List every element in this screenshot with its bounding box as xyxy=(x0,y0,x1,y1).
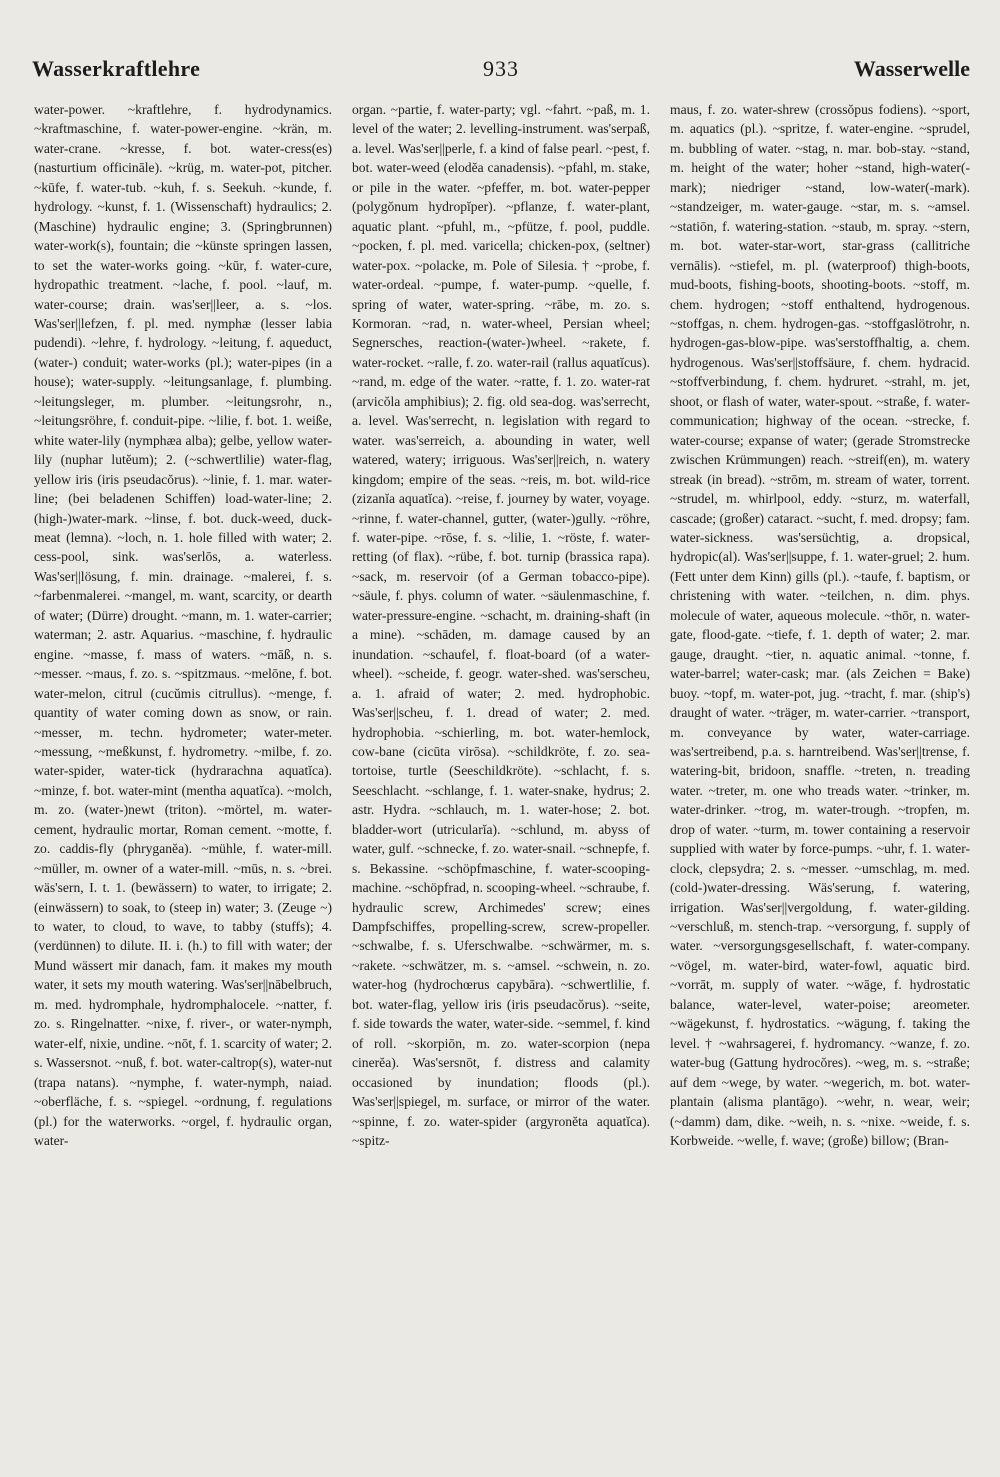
column-3 xyxy=(670,100,970,1150)
page-header xyxy=(32,56,970,92)
page-number: 933 xyxy=(483,56,519,81)
column-1 xyxy=(34,100,332,1150)
column-1-text: water-power. ~kraftlehre, f. hydrodynamics. ~kraftmaschine, f. water-power-engine. ~krän, m. water-crane. ~kresse, f. bot. water-cress(es) (nasturtium officināle). ~krüg, m. water-pot, pitcher. ~kūfe, f. water-tub. ~kuh, f. s. Seekuh. ~kunde, f. hydrology. ~kunst, f. 1. (Wissenschaft) hydraulics; 2. (Maschine) hydraulic engine; 3. (Springbrunnen) water-work(s), fountain; die ~künste springen lassen, to set the water-works going. ~kūr, f. water-cure, hydropathic treatment. ~lache, f. pool. ~lauf, m. water-course; drain. was'ser||leer, a. s. ~los. Was'ser||lefzen, f. pl. med. nymphæ (lesser labia pudendi). ~lehre, f. hydrology. ~leitung, f. aqueduct, (water-) conduit; water-works (pl.); water-pipes (in a house); water-supply. ~leitungsanlage, f. plumbing. ~leitungsleger, m. plumber. ~leitungsrohr, n., ~leitungsröhre, f. conduit-pipe. ~lilie, f. bot. 1. weiße, white water-lily (nymphæa alba); gelbe, yellow water-lily (nuphar lutĕum); 2. (~schwertlilie) water-flag, yellow iris (iris pseudacŏrus). ~linie, f. 1. mar. water-line; (bei beladenen Schiffen) load-water-line; 2. (high-)water-mark. ~linse, f. bot. duck-weed, duck-meat (lemna). ~loch, n. 1. hole filled with water; 2. cess-pool, sink. was'serlōs, a. waterless. Was'ser||lösung, f. min. drainage. ~malerei, f. s. ~farbenmalerei. ~mangel, m. want, scarcity, or dearth of water; (Dürre) drought. ~mann, m. 1. water-carrier; waterman; 2. astr. Aquarius. ~maschine, f. hydraulic engine. ~masse, f. mass of waters. ~māß, n. s. ~messer. ~maus, f. zo. s. ~spitzmaus. ~melōne, f. bot. water-melon, citrul (cucŭmis citrullus). ~menge, f. quantity of water coming down as snow, or rain. ~messer, m. techn. hydrometer; water-meter. ~messung, ~meßkunst, f. hydrometry. ~milbe, f. zo. water-spider, water-tick (hydrarachna aquatĭca). ~minze, f. bot. water-mint (mentha aquatĭca). ~molch, m. zo. (water-)newt (triton). ~mörtel, m. water-cement, hydraulic mortar, Roman cement. ~motte, f. zo. caddis-fly (phryganĕa). ~mühle, f. water-mill. ~müller, m. owner of a water-mill. ~mūs, n. s. ~brei. wäs'sern, I. t. 1. (bewässern) to water, to irrigate; 2. (einwässern) to soak, to (steep in) water; 3. (Zeuge ~) to water, to cloud, to wave, to tabby (stuffs); 4. (verdünnen) to dilute. II. i. (h.) to fill with water; der Mund wässert mir danach, fam. it makes my mouth water, it sets my mouth watering. Was'ser||nābelbruch, m. med. hydromphale, hydromphalocele. ~natter, f. zo. s. Ringelnatter. ~nixe, f. river-, or water-nymph, water-elf, nixie, undine. ~nōt, f. 1. scarcity of water; 2. s. Wassersnot. ~nuß, f. bot. water-caltrop(s), water-nut (trapa natans). ~nymphe, f. water-nymph, naiad. ~oberfläche, f. s. ~spiegel. ~ordnung, f. regulations (pl.) for the waterworks. ~orgel, f. hydraulic organ, water- xyxy=(34,102,332,1149)
left-running-head: Wasserkraftlehre xyxy=(32,56,201,81)
right-running-head: Wasserwelle xyxy=(853,56,970,81)
column-3-text: maus, f. zo. water-shrew (crossŏpus fodiens). ~sport, m. aquatics (pl.). ~spritze, f. water-engine. ~sprudel, m. bubbling of water. ~stag, n. mar. bob-stay. ~stand, m. height of the water; hoher ~stand, high-water(-mark); niedriger ~stand, low-water(-mark). ~standzeiger, m. water-gauge. ~star, m. s. ~amsel. ~statiōn, f. watering-station. ~staub, m. spray. ~stern, m. bot. water-star-wort, star-grass (callitriche vernālis). ~stiefel, m. pl. (waterproof) thigh-boots, mud-boots, fishing-boots, shooting-boots. ~stoff, m. chem. hydrogen; ~stoff enthaltend, hydrogenous. ~stoffgas, n. chem. hydrogen-gas. ~stoffgaslötrohr, n. hydrogen-gas-blow-pipe. was'serstoffhaltig, a. chem. hydrogenous. Was'ser||stoffsäure, f. chem. hydracid. ~stoffverbindung, f. chem. hydruret. ~strahl, m. jet, shoot, or flash of water, water-spout. ~straße, f. water-communication; highway of the ocean. ~strecke, f. water-course; expanse of water; (gerade Stromstrecke zwischen Krümmungen) reach. ~streif(en), m. watery streak (in bread). ~strōm, m. stream of water, torrent. ~strudel, m. whirlpool, eddy. ~sturz, m. waterfall, cascade; (großer) cataract. ~sucht, f. med. dropsy; fam. water-sickness. was'sersüchtig, a. dropsical, hydropic(al). Was'ser||suppe, f. 1. water-gruel; 2. hum. (Fett unter dem Kinn) gills (pl.). ~taufe, f. baptism, or christening with water. ~teilchen, n. dim. phys. molecule of water, aqueous molecule. ~thōr, n. water-gate, flood-gate. ~tiefe, f. 1. depth of water; 2. mar. gauge, draught. ~tier, n. aquatic animal. ~tonne, f. water-barrel; water-cask; mar. (als Zeichen = Bake) buoy. ~topf, m. water-pot, jug. ~tracht, f. mar. (ship's) draught of water. ~träger, m. water-carrier. ~transport, m. conveyance by water, water-carriage. was'sertreibend, p.a. s. harntreibend. Was'ser||trense, f. watering-bit, bridoon, snaffle. ~treten, n. treading water. ~treter, m. one who treads water. ~trinker, m. water-drinker. ~trog, m. water-trough. ~tropfen, m. drop of water. ~turm, m. tower containing a reservoir supplied with water by force-pumps. ~uhr, f. 1. water-clock, clepsydra; 2. s. ~messer. ~umschlag, m. med. (cold-)water-dressing. Wäs'serung, f. watering, irrigation. Was'ser||vergoldung, f. water-gilding. ~verschluß, m. stench-trap. ~versorgung, f. supply of water. ~versorgungsgesellschaft, f. water-company. ~vögel, m. water-bird, water-fowl, aquatic bird. ~vorrāt, m. supply of water. ~wāge, f. hydrostatic balance, water-level, water-poise; areometer. ~wägekunst, f. hydrostatics. ~wägung, f. taking the level. † ~wahrsagerei, f. hydromancy. ~wanze, f. zo. water-bug (Gattung hydrocŏres). ~weg, m. s. ~straße; auf dem ~wege, by water. ~wegerich, m. bot. water-plantain (alisma plantāgo). ~wehr, n. wear, weir; (~damm) dam, dike. ~weih, n. s. ~nixe. ~weide, f. s. Korbweide. ~welle, f. wave; (große) billow; (Bran- xyxy=(670,102,970,1149)
column-2-text: organ. ~partie, f. water-party; vgl. ~fahrt. ~paß, m. 1. level of the water; 2. levelling-instrument. was'serpaß, a. level. Was'ser||perle, f. a kind of false pearl. ~pest, f. bot. water-weed (elodĕa canadensis). ~pfahl, m. stake, or pile in the water. ~pfeffer, m. bot. water-pepper (polygŏnum hydropĭper). ~pflanze, f. water-plant, aquatic plant. ~pfuhl, m., ~pfütze, f. pool, puddle. ~pocken, f. pl. med. varicella; chicken-pox, (seltner) water-pox. ~polacke, m. Pole of Silesia. † ~probe, f. water-ordeal. ~pumpe, f. water-pump. ~quelle, f. spring of water, water-spring. ~rābe, m. zo. s. Kormoran. ~rad, n. water-wheel, Persian wheel; Segnersches, reaction-(water-)wheel. ~rakete, f. water-rocket. ~ralle, f. zo. water-rail (rallus aquatĭcus). ~rand, m. edge of the water. ~ratte, f. 1. zo. water-rat (arvicŏla amphibius); 2. fig. old sea-dog. was'serrecht, a. level. Was'serrecht, n. legislation with regard to water. was'serreich, a. abounding in water, well watered, watery; irriguous. Was'ser||reich, n. watery kingdom; empire of the seas. ~reis, m. bot. wild-rice (zizanĭa aquatĭca). ~reise, f. journey by water, voyage. ~rinne, f. water-channel, gutter, (water-)gully. ~röhre, f. water-pipe. ~rōse, f. s. ~lilie, 1. ~röste, f. water-retting (of flax). ~rübe, f. bot. turnip (brassica rapa). ~sack, m. reservoir (of a German tobacco-pipe). ~säule, f. phys. column of water. ~säulenmaschine, f. water-pressure-engine. ~schacht, m. draining-shaft (in a mine). ~schāden, m. damage caused by an inundation. ~schaufel, f. float-board (of a water-wheel). ~scheide, f. geogr. water-shed. was'serscheu, a. 1. afraid of water; 2. med. hydrophobic. Was'ser||scheu, f. 1. dread of water; 2. med. hydrophobia. ~schierling, m. bot. water-hemlock, cow-bane (cicūta virōsa). ~schildkröte, f. zo. sea-tortoise, turtle (Seeschildkröte). ~schlacht, f. s. Seeschlacht. ~schlange, f. 1. water-snake, hydrus; 2. astr. Hydra. ~schlauch, m. 1. water-hose; 2. bot. bladder-wort (utricularĭa). ~schlund, m. abyss of water, gulf. ~schnecke, f. zo. water-snail. ~schnepfe, f. s. Bekassine. ~schöpfmaschine, f. water-scooping-machine. ~schöpfrad, n. scooping-wheel. ~schraube, f. hydraulic screw, Archimedes' screw; eines Dampfschiffes, propelling-screw, screw-propeller. ~schwalbe, f. s. Uferschwalbe. ~schwärmer, m. s. ~rakete. ~schwätzer, m. s. ~amsel. ~schwein, n. zo. water-hog (hydrochœrus capybāra). ~schwertlilie, f. bot. water-flag, yellow iris (iris pseudacŏrus). ~seite, f. side towards the water, water-side. ~semmel, f. kind of roll. ~skorpiōn, m. zo. water-scorpion (nepa cinerĕa). Was'sersnōt, f. distress and calamity occasioned by inundation; floods (pl.). Was'ser||spiegel, m. surface, or mirror of the water. ~spinne, f. zo. water-spider (argyronĕta aquatĭca). ~spitz- xyxy=(352,102,650,1149)
column-2 xyxy=(352,100,650,1150)
